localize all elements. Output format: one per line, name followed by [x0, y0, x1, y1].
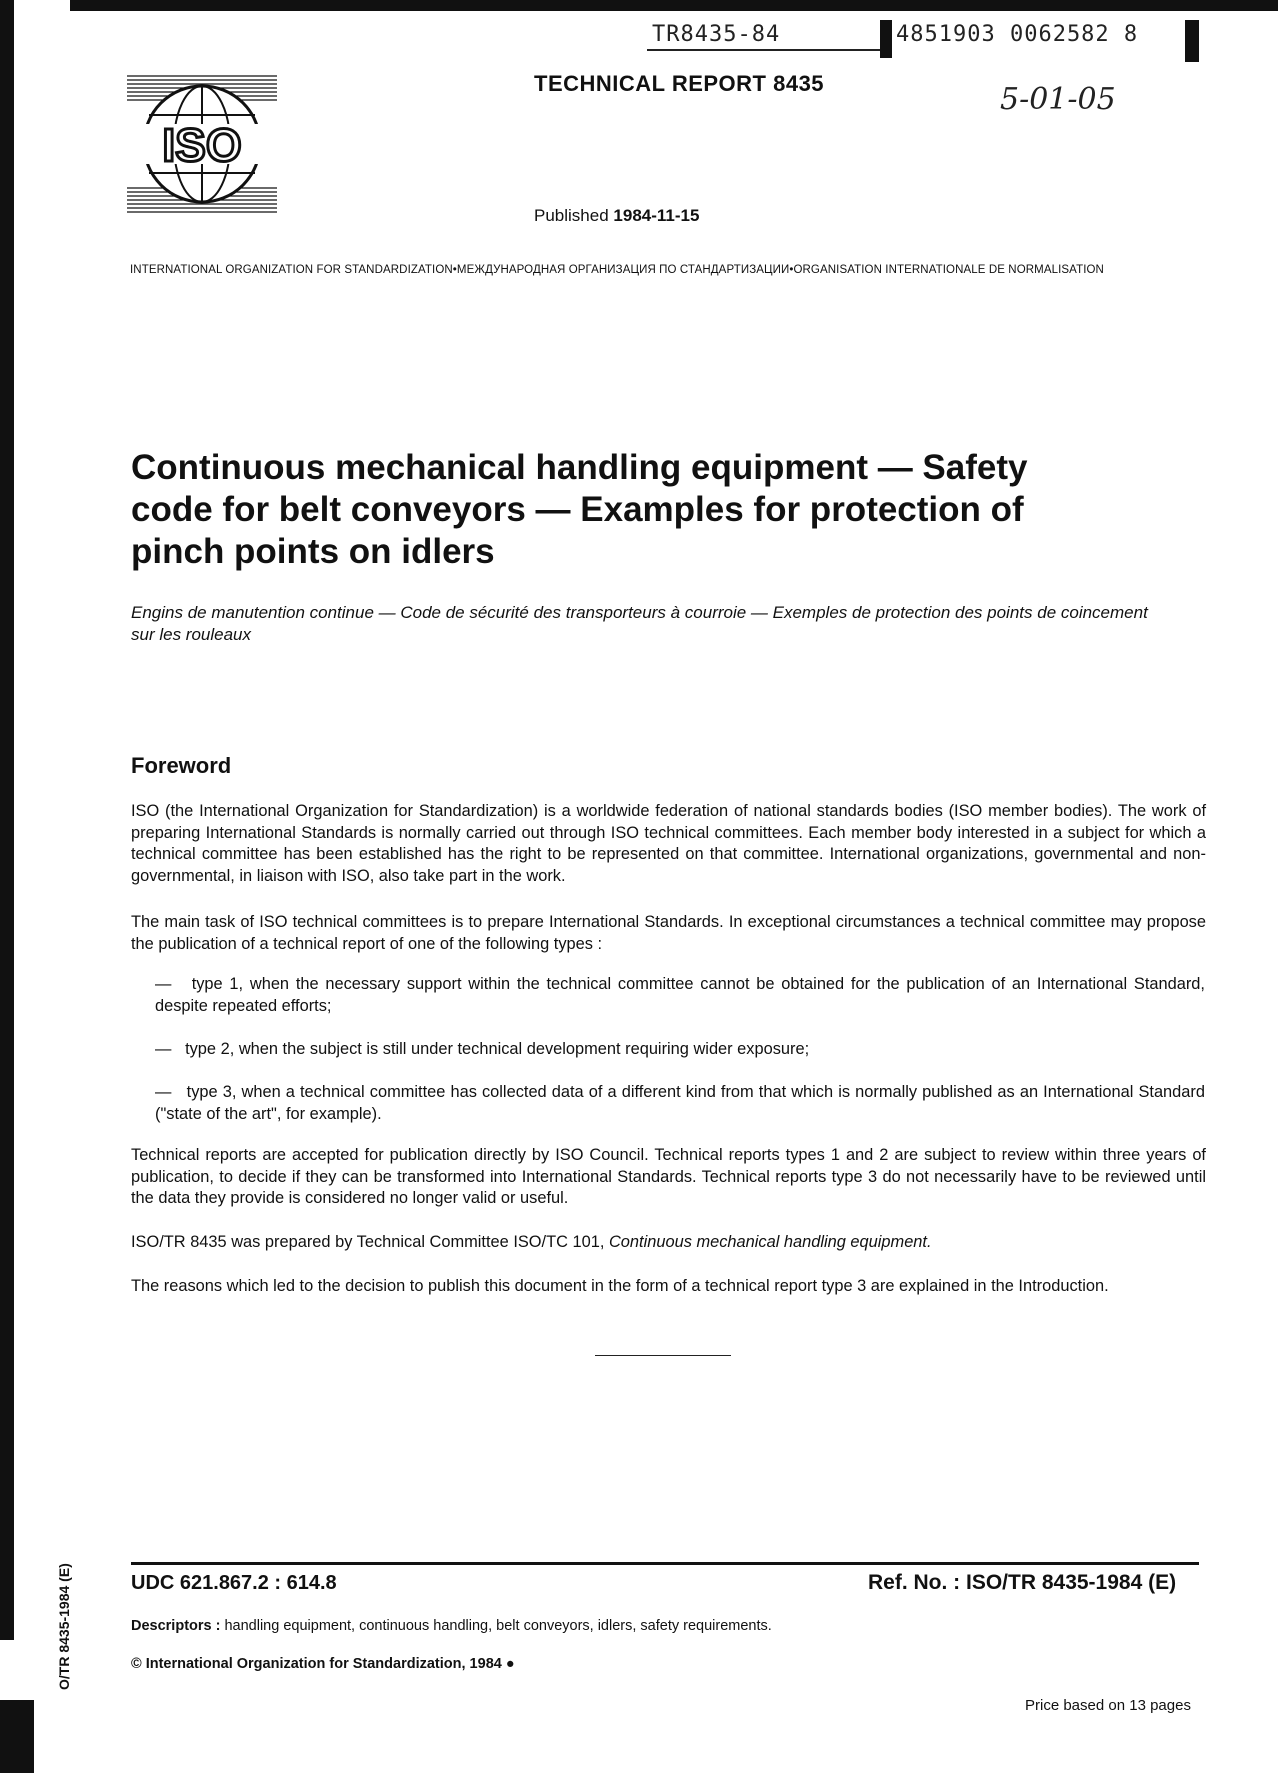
vertical-reference: O/TR 8435-1984 (E) [56, 1563, 72, 1690]
handwritten-note: 5-01-05 [1000, 82, 1116, 117]
stamp-bar-right [1185, 20, 1199, 62]
list-item-text: type 3, when a technical committee has collected data of a different kind from that which is normally published as an International Standard ("state of the art", for example). [155, 1083, 1205, 1123]
list-item [155, 974, 1205, 1017]
descriptors-text: handling equipment, continuous handling, belt conveyors, idlers, safety requirements. [224, 1618, 772, 1634]
left-footer-mark [0, 1700, 34, 1773]
udc-number: UDC 621.867.2 : 614.8 [131, 1572, 337, 1594]
committee-title: Continuous mechanical handling equipment. [608, 1233, 932, 1251]
price-note: Price based on 13 pages [1025, 1697, 1191, 1714]
list-bullet: — [155, 1040, 172, 1058]
report-title: TECHNICAL REPORT 8435 [534, 71, 825, 96]
list-item-text: type 1, when the necessary support within the technical committee cannot be obtained for the publication of an International Standard, despite repeated efforts; [155, 975, 1205, 1015]
foreword-paragraph-1: ISO (the International Organization for Standardization) is a worldwide federation of national standards bodies (ISO member bodies). The work of preparing International Standards is normally carried out through ISO technical committees. Each member body interested in a subject for which a technical committee has been established has the right to be represented on that committee. International organizations, governmental and non-governmental, in liaison with ISO, also take part in the work. [131, 802, 1206, 885]
committee-text: ISO/TR 8435 was prepared by Technical Committee ISO/TC 101, [131, 1233, 609, 1251]
list-bullet: — [155, 975, 172, 993]
document-title [131, 447, 1141, 573]
barcode-number: 4851903 0062582 8 [896, 22, 1139, 47]
descriptors-label: Descriptors : [131, 1618, 221, 1634]
stamp-underline [647, 49, 887, 51]
foreword-paragraph-5: The reasons which led to the decision to publish this document in the form of a technical report type 3 are explained in the Introduction. [131, 1277, 1109, 1295]
stamp-bar-left [880, 20, 892, 58]
foreword-paragraph-4 [131, 1232, 1206, 1254]
list-item [155, 1082, 1205, 1125]
french-subtitle: Engins de manutention continue — Code de sécurité des transporteurs à courroie — Exemples de protection des points de coincement sur les rouleaux [131, 603, 1148, 644]
organization-line: INTERNATIONAL ORGANIZATION FOR STANDARDIZATION•МЕЖДУНАРОДНАЯ ОРГАНИЗАЦИЯ ПО СТАНДАРТИЗАЦИИ•ORGANISATION INTERNATIONALE DE NORMALISATION [130, 264, 1104, 276]
title-line-1: Continuous mechanical handling equipment — Safety [131, 448, 1028, 487]
list-bullet: — [155, 1083, 172, 1101]
published-date: 1984-11-15 [613, 206, 700, 225]
foreword-paragraph-3: Technical reports are accepted for publication directly by ISO Council. Technical reports types 1 and 2 are subject to review within three years of publication, to decide if they can be transformed into International Standards. Technical reports type 3 do not necessarily have to be reviewed until the data they provide is considered no longer valid or useful. [131, 1146, 1206, 1207]
list-item-text: type 2, when the subject is still under technical development requiring wider exposure; [185, 1040, 810, 1058]
published-label: Published [534, 206, 609, 225]
descriptors [131, 1618, 772, 1634]
doc-code-stamp: TR8435-84 [652, 22, 781, 47]
end-rule [595, 1355, 731, 1356]
top-scan-border [70, 0, 1278, 11]
foreword-paragraph-2: The main task of ISO technical committees is to prepare International Standards. In exceptional circumstances a technical committee may propose the publication of a technical report of one of the following types : [131, 913, 1206, 953]
published-line [534, 206, 699, 226]
reference-number: Ref. No. : ISO/TR 8435-1984 (E) [868, 1571, 1177, 1594]
foreword-heading: Foreword [131, 753, 232, 778]
iso-logo-text: ISO [162, 119, 242, 171]
iso-logo [127, 70, 277, 218]
title-line-2: code for belt conveyors — Examples for protection of [131, 490, 1024, 529]
list-item [155, 1039, 1205, 1061]
footer-rule [131, 1562, 1199, 1565]
title-line-3: pinch points on idlers [131, 532, 495, 571]
copyright-line: © International Organization for Standardization, 1984 ● [131, 1656, 515, 1672]
left-scan-border [0, 0, 14, 1640]
